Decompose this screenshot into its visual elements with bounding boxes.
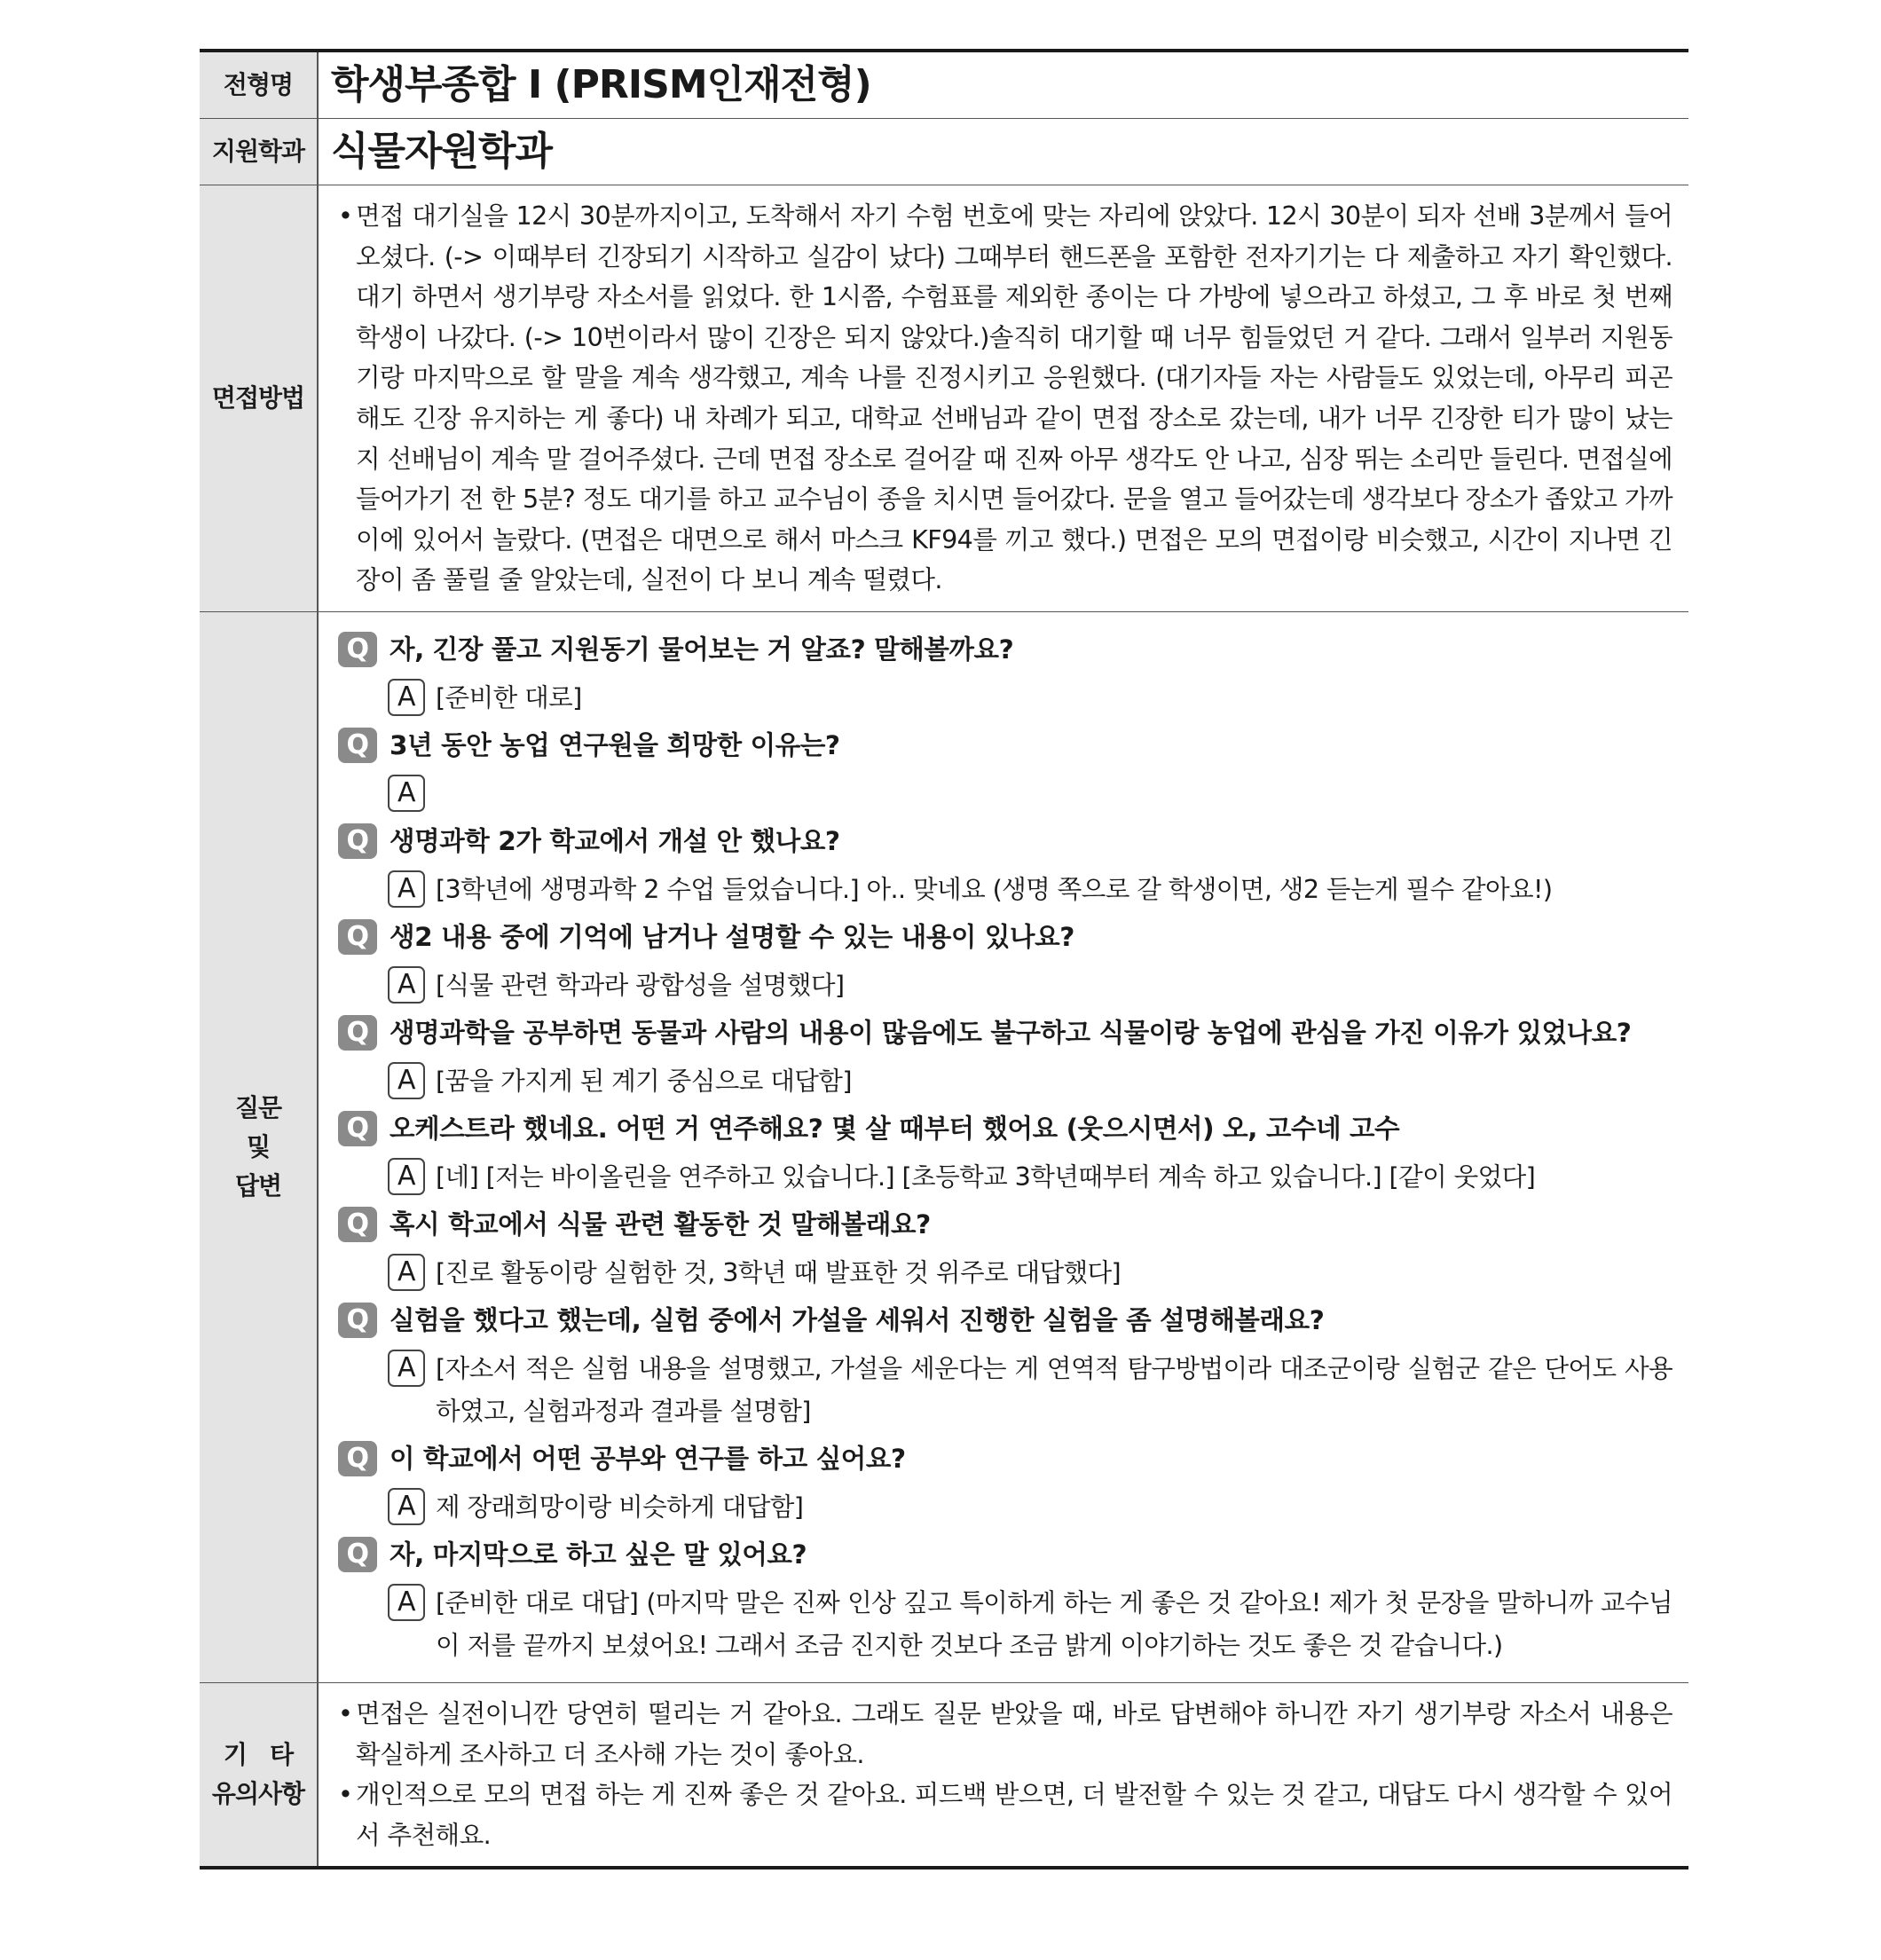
a-badge-icon: A: [388, 1254, 425, 1291]
notes-label-line2: 유의사항: [211, 1779, 305, 1809]
answer-text: [준비한 대로 대답] (마지막 말은 진짜 인상 깊고 특이하게 하는 게 좋은 것 같아요! 제가 첫 문장을 말하니까 교수님이 저를 끝까지 보셨어요! 그래서 조금 진지한 것보다 조금 밝게 이야기하는 것도 좋은 것 같습니다.): [436, 1586, 1672, 1660]
question-text: 3년 동안 농업 연구원을 희망한 이유는?: [390, 729, 840, 760]
a-badge-icon: A: [388, 966, 425, 1004]
question: [338, 1011, 1672, 1054]
notes-label-line1: 기 타: [223, 1740, 294, 1770]
qa-item-8: [338, 1299, 1672, 1432]
a-badge-icon: A: [388, 1350, 425, 1387]
answer: [338, 1581, 1672, 1666]
answer: [338, 1485, 1672, 1528]
question-text: 실험을 했다고 했는데, 실험 중에서 가설을 세워서 진행한 실험을 좀 설명해볼래요?: [390, 1304, 1325, 1335]
question: [338, 724, 1672, 767]
admission-type-row: [200, 51, 1688, 119]
q-badge-icon: Q: [338, 1303, 377, 1338]
answer-text: [네] [저는 바이올린을 연주하고 있습니다.] [초등학교 3학년때부터 계속 하고 있습니다.] [같이 웃었다]: [436, 1161, 1536, 1192]
answer: [338, 1251, 1672, 1294]
answer: [338, 964, 1672, 1006]
answer: [338, 1347, 1672, 1432]
question: [338, 1203, 1672, 1246]
answer: [338, 676, 1672, 719]
question: [338, 1533, 1672, 1576]
qa-label-line1: 질문: [234, 1092, 282, 1122]
qa-row: [200, 611, 1688, 1682]
question-text: 혹시 학교에서 식물 관련 활동한 것 말해볼래요?: [390, 1208, 931, 1240]
department-row: [200, 119, 1688, 185]
interview-method-label: 면접방법: [200, 185, 318, 612]
qa-item-6: [338, 1107, 1672, 1198]
notes-label: [200, 1682, 318, 1868]
interview-method-cell: [318, 185, 1688, 612]
q-badge-icon: Q: [338, 919, 377, 955]
a-badge-icon: A: [388, 870, 425, 908]
qa-item-1: [338, 628, 1672, 719]
interview-table: [200, 49, 1688, 1869]
qa-cell: [318, 611, 1688, 1682]
a-badge-icon: A: [388, 1584, 425, 1621]
department-cell: [318, 119, 1688, 185]
question-text: 자, 마지막으로 하고 싶은 말 있어요?: [390, 1539, 807, 1570]
answer: [338, 772, 1672, 815]
q-badge-icon: Q: [338, 1537, 377, 1572]
q-badge-icon: Q: [338, 1207, 377, 1242]
qa-item-3: [338, 820, 1672, 910]
answer-text: 제 장래희망이랑 비슷하게 대답함]: [436, 1491, 804, 1522]
q-badge-icon: Q: [338, 1015, 377, 1051]
qa-item-5: [338, 1011, 1672, 1102]
question-text: 오케스트라 했네요. 어떤 거 연주해요? 몇 살 때부터 했어요 (웃으시면서) 오, 고수네 고수: [390, 1113, 1400, 1144]
question-text: 이 학교에서 어떤 공부와 연구를 하고 싶어요?: [390, 1443, 906, 1474]
answer-text: [자소서 적은 실험 내용을 설명했고, 가설을 세운다는 게 연역적 탐구방법이라 대조군이랑 실험군 같은 단어도 사용하였고, 실험과정과 결과를 설명함]: [436, 1352, 1672, 1426]
qa-item-7: [338, 1203, 1672, 1294]
q-badge-icon: Q: [338, 1111, 377, 1146]
answer: [338, 1155, 1672, 1198]
answer-text: [3학년에 생명과학 2 수업 들었습니다.] 아.. 맞네요 (생명 쪽으로 갈 학생이면, 생2 듣는게 필수 같아요!): [436, 873, 1553, 904]
admission-type-value: 학생부종합 I (PRISM인재전형): [331, 62, 871, 107]
question: [338, 1437, 1672, 1480]
a-badge-icon: A: [388, 1488, 425, 1525]
q-badge-icon: Q: [338, 823, 377, 859]
notes-cell: [318, 1682, 1688, 1868]
department-label: 지원학과: [200, 119, 318, 185]
qa-item-4: [338, 916, 1672, 1006]
interview-report-sheet: [200, 49, 1688, 1869]
qa-label: [200, 611, 318, 1682]
question-text: 생명과학 2가 학교에서 개설 안 했나요?: [390, 825, 840, 856]
q-badge-icon: Q: [338, 728, 377, 763]
answer: [338, 1059, 1672, 1102]
a-badge-icon: A: [388, 775, 425, 812]
question: [338, 916, 1672, 958]
question: [338, 1299, 1672, 1342]
a-badge-icon: A: [388, 1062, 425, 1099]
answer-text: [꿈을 가지게 된 계기 중심으로 대답함]: [436, 1065, 852, 1096]
question: [338, 628, 1672, 671]
qa-label-line2: 및: [246, 1131, 271, 1161]
admission-type-cell: [318, 51, 1688, 119]
note-bullet-1: • 면접은 실전이니깐 당연히 떨리는 거 같아요. 그래도 질문 받았을 때, 바로 답변해야 하니깐 자기 생기부랑 자소서 내용은 확실하게 조사하고 더 조사해 가는 것이 좋아요.: [338, 1694, 1672, 1775]
admission-type-label: 전형명: [200, 51, 318, 119]
notes-row: [200, 1682, 1688, 1868]
question: [338, 820, 1672, 862]
department-value: 식물자원학과: [331, 129, 553, 174]
q-badge-icon: Q: [338, 1441, 377, 1476]
qa-item-2: [338, 724, 1672, 815]
question: [338, 1107, 1672, 1150]
interview-method-text: • 면접 대기실을 12시 30분까지이고, 도착해서 자기 수험 번호에 맞는 자리에 앉았다. 12시 30분이 되자 선배 3분께서 들어오셨다. (-> 이때부터 긴장되기 시작하고 실감이 났다) 그때부터 핸드폰을 포함한 전자기기는 다 제출하고 자기 확인했다. 대기 하면서 생기부랑 자소서를 읽었다. 한 1시쯤, 수험표를 제외한 종이는 다 가방에 넣으라고 하셨고, 그 후 바로 첫 번째 학생이 나갔다. (-> 10번이라서 많이 긴장은 되지 않았다.)솔직히 대기할 때 너무 힘들었던 거 같다. 그래서 일부러 지원동기랑 마지막으로 할 말을 계속 생각했고, 계속 나를 진정시키고 응원했다. (대기자들 자는 사람들도 있었는데, 아무리 피곤해도 긴장 유지하는 게 좋다) 내 차례가 되고, 대학교 선배님과 같이 면접 장소로 갔는데, 내가 너무 긴장한 티가 많이 났는지 선배님이 계속 말 걸어주셨다. 근데 면접 장소로 걸어갈 때 진짜 아무 생각도 안 나고, 심장 뛰는 소리만 들린다. 면접실에 들어가기 전 한 5분? 정도 대기를 하고 교수님이 종을 치시면 들어갔다. 문을 열고 들어갔는데 생각보다 장소가 좁았고 가까이에 있어서 놀랐다. (면접은 대면으로 해서 마스크 KF94를 끼고 했다.) 면접은 모의 면접이랑 비슷했고, 시간이 지나면 긴장이 좀 풀릴 줄 알았는데, 실전이 다 보니 계속 떨렸다.: [338, 196, 1672, 601]
note-bullet-2: • 개인적으로 모의 면접 하는 게 진짜 좋은 것 같아요. 피드백 받으면, 더 발전할 수 있는 것 같고, 대답도 다시 생각할 수 있어서 추천해요.: [338, 1775, 1672, 1855]
qa-item-10: [338, 1533, 1672, 1666]
answer-text: [식물 관련 학과라 광합성을 설명했다]: [436, 969, 845, 1000]
interview-method-row: [200, 185, 1688, 612]
q-badge-icon: Q: [338, 632, 377, 667]
answer-text: [준비한 대로]: [436, 681, 582, 712]
a-badge-icon: A: [388, 1158, 425, 1195]
question-text: 자, 긴장 풀고 지원동기 물어보는 거 알죠? 말해볼까요?: [390, 634, 1014, 665]
qa-label-line3: 답변: [234, 1170, 282, 1200]
answer: [338, 868, 1672, 910]
qa-item-9: [338, 1437, 1672, 1528]
question-text: 생명과학을 공부하면 동물과 사람의 내용이 많음에도 불구하고 식물이랑 농업에 관심을 가진 이유가 있었나요?: [390, 1017, 1632, 1048]
a-badge-icon: A: [388, 679, 425, 716]
answer-text: [진로 활동이랑 실험한 것, 3학년 때 발표한 것 위주로 대답했다]: [436, 1256, 1122, 1287]
question-text: 생2 내용 중에 기억에 남거나 설명할 수 있는 내용이 있나요?: [390, 921, 1074, 952]
